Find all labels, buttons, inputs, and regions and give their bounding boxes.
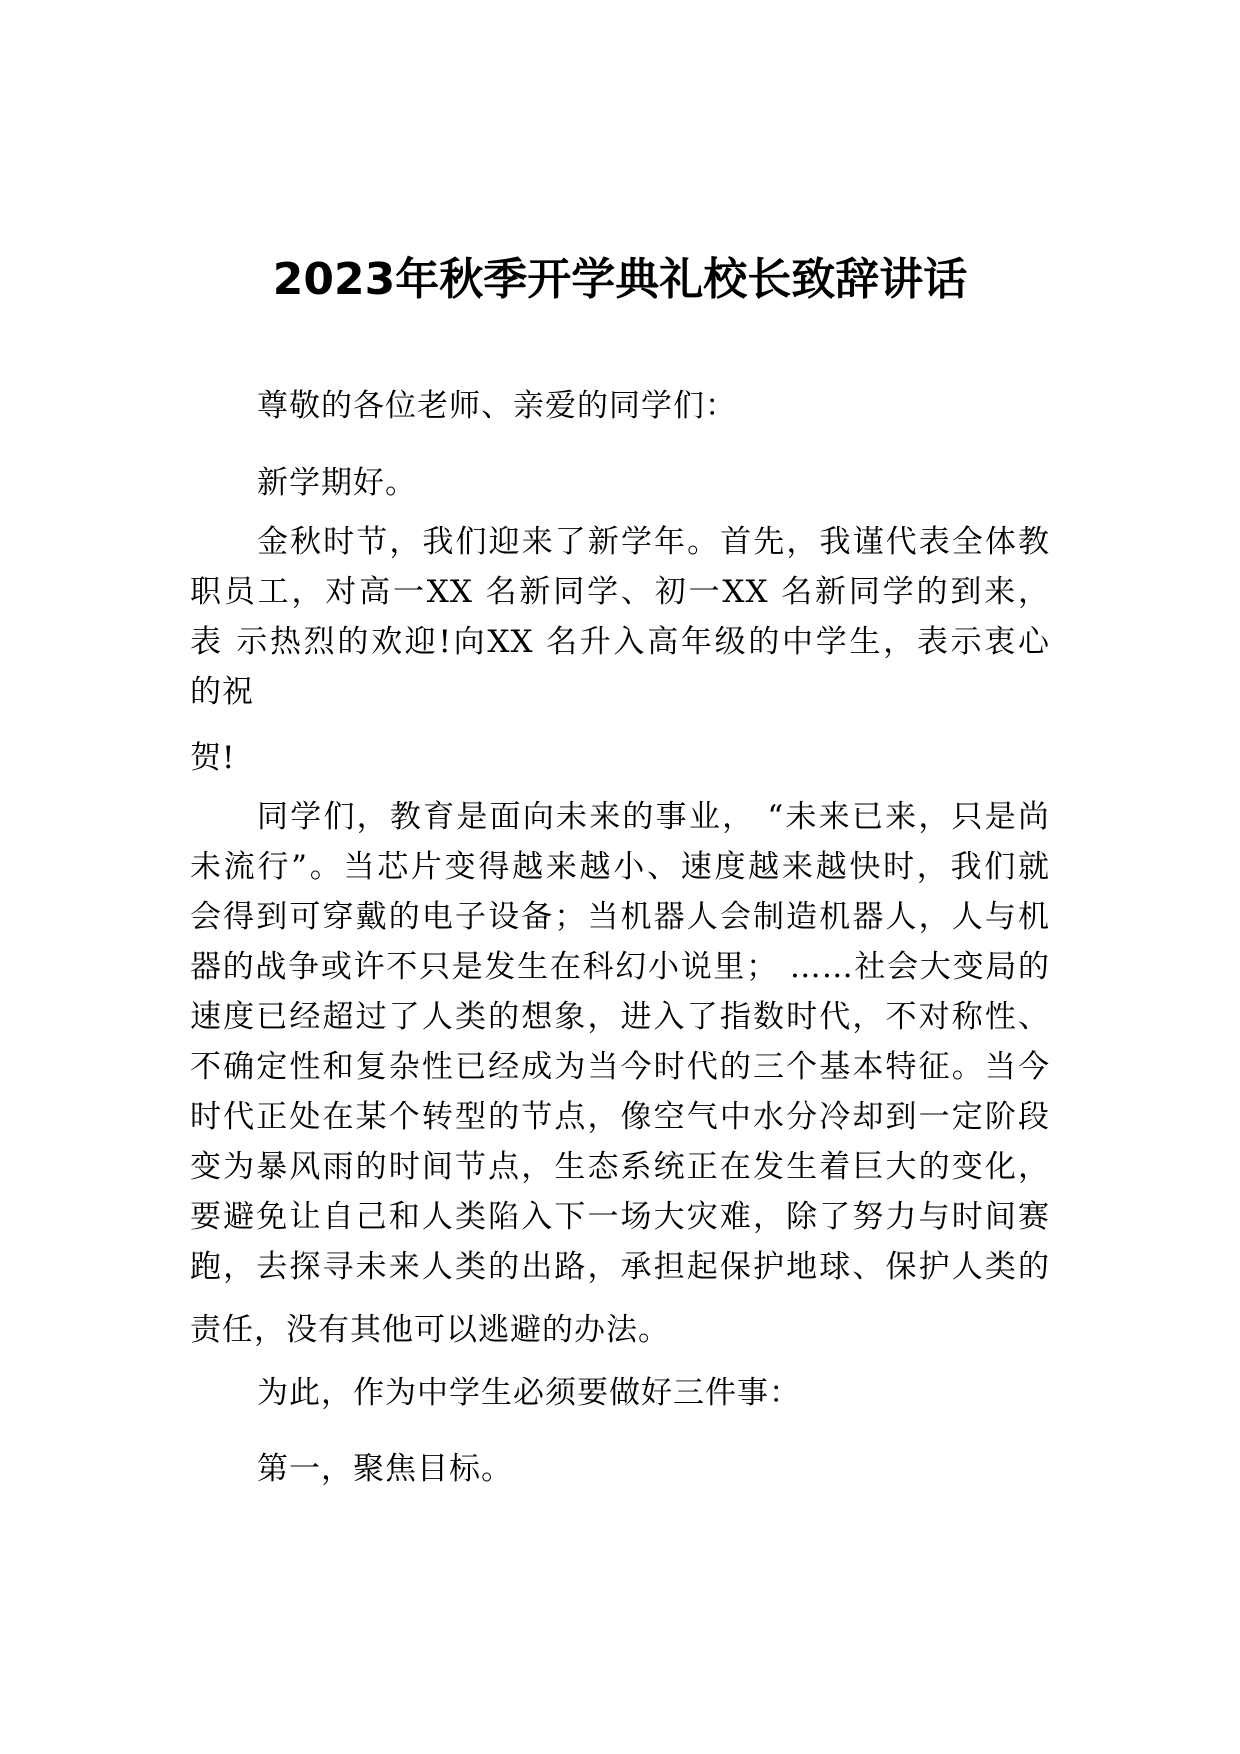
paragraph-line: 为此，作为中学生必须要做好三件事： — [257, 1375, 801, 1411]
paragraph-line: 职员工，对高一XX 名新同学、初一XX 名新同学的到来， — [190, 574, 1050, 610]
paragraph-line: 责任，没有其他可以逃避的办法。 — [190, 1312, 670, 1348]
paragraph-line: 同学们，教育是面向未来的事业， “未来已来，只是尚 — [257, 799, 1050, 835]
section-heading-line: 第一，聚焦目标。 — [257, 1451, 513, 1487]
paragraph-line: 金秋时节，我们迎来了新学年。首先，我谨代表全体教 — [257, 524, 1050, 560]
paragraph-line: 变为暴风雨的时间节点，生态系统正在发生着巨大的变化， — [190, 1149, 1050, 1185]
salutation-line: 尊敬的各位老师、亲爱的同学们： — [257, 388, 737, 424]
paragraph-line: 不确定性和复杂性已经成为当今时代的三个基本特征。当今 — [190, 1049, 1050, 1085]
paragraph-line: 的祝 — [190, 674, 254, 710]
greeting-line: 新学期好。 — [257, 465, 417, 501]
paragraph-line: 器的战争或许不只是发生在科幻小说里； ……社会大变局的 — [190, 949, 1050, 985]
document-title: 2023年秋季开学典礼校长致辞讲话 — [272, 254, 968, 305]
paragraph-line: 跑，去探寻未来人类的出路，承担起保护地球、保护人类的 — [190, 1249, 1050, 1285]
paragraph-line: 要避免让自己和人类陷入下一场大灾难，除了努力与时间赛 — [190, 1199, 1050, 1235]
paragraph-line: 表 示热烈的欢迎!向XX 名升入高年级的中学生，表示衷心 — [190, 624, 1050, 660]
paragraph-line: 贺! — [190, 740, 236, 776]
paragraph-line: 时代正处在某个转型的节点，像空气中水分冷却到一定阶段 — [190, 1099, 1050, 1135]
paragraph-line: 速度已经超过了人类的想象，进入了指数时代，不对称性、 — [190, 999, 1050, 1035]
paragraph-line: 未流行”。当芯片变得越来越小、速度越来越快时，我们就 — [190, 849, 1050, 885]
paragraph-line: 会得到可穿戴的电子设备；当机器人会制造机器人，人与机 — [190, 899, 1050, 935]
